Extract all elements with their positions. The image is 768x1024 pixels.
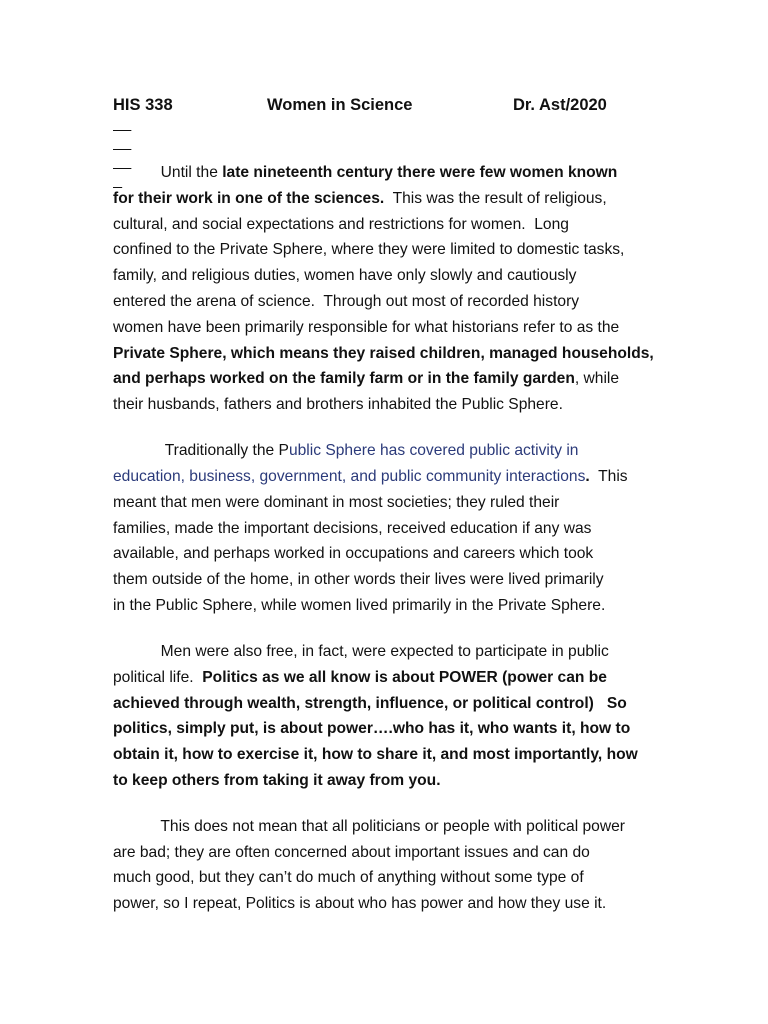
text-run: available, and perhaps worked in occupations and careers which took bbox=[113, 545, 594, 563]
text-line bbox=[113, 814, 653, 840]
text-run: Until the bbox=[113, 164, 223, 181]
course-code: HIS 338 bbox=[113, 96, 173, 114]
paragraph bbox=[113, 639, 653, 794]
text-line bbox=[113, 237, 653, 263]
text-line bbox=[113, 212, 653, 238]
text-run: This bbox=[589, 467, 628, 485]
paragraph bbox=[113, 160, 653, 418]
text-line bbox=[113, 392, 653, 418]
text-line bbox=[113, 691, 653, 717]
text-line bbox=[113, 567, 653, 593]
text-run: Traditionally the P bbox=[113, 442, 289, 460]
text-line bbox=[113, 716, 653, 742]
paragraph bbox=[113, 814, 653, 917]
document-title: Women in Science bbox=[267, 96, 413, 114]
text-run: , while bbox=[574, 370, 620, 388]
text-run: families, made the important decisions, received education if any was bbox=[113, 519, 592, 537]
text-run: political life. bbox=[113, 668, 203, 686]
text-line bbox=[113, 665, 653, 691]
instructor-year: Dr. Ast/2020 bbox=[513, 96, 607, 114]
text-run: them outside of the home, in other words their lives were lived primarily bbox=[113, 571, 604, 589]
text-line bbox=[113, 891, 653, 917]
text-run: to keep others from taking it away from you. bbox=[113, 771, 441, 789]
text-line bbox=[113, 464, 653, 490]
text-run: are bad; they are often concerned about important issues and can do bbox=[113, 843, 590, 861]
text-line bbox=[113, 742, 653, 768]
document-header bbox=[113, 96, 633, 120]
text-run: education, business, government, and public community interactions bbox=[113, 467, 586, 485]
text-run: politics, simply put, is about power….who has it, who wants it, how to bbox=[113, 720, 631, 738]
text-line bbox=[113, 516, 653, 542]
text-run: entered the arena of science. Through out most of recorded history bbox=[113, 292, 580, 310]
text-line bbox=[113, 315, 653, 341]
text-run: Private Sphere, which means they raised children, managed households, bbox=[113, 344, 654, 362]
text-line bbox=[113, 438, 653, 464]
text-run: their husbands, fathers and brothers inhabited the Public Sphere. bbox=[113, 396, 563, 414]
text-line bbox=[113, 366, 653, 392]
text-run: ublic Sphere has covered public activity in bbox=[288, 442, 579, 460]
text-run: confined to the Private Sphere, where they were limited to domestic tasks, bbox=[113, 241, 625, 259]
text-run: obtain it, how to exercise it, how to share it, and most importantly, how bbox=[113, 746, 638, 764]
text-run: This does not mean that all politicians or people with political power bbox=[113, 817, 625, 835]
text-run: late nineteenth century there were few women known bbox=[222, 164, 618, 181]
text-run: Men were also free, in fact, were expected to participate in public bbox=[113, 642, 609, 660]
text-line bbox=[113, 490, 653, 516]
text-run: This was the result of religious, bbox=[384, 189, 607, 207]
text-line bbox=[113, 541, 653, 567]
text-run: and perhaps worked on the family farm or in the family garden bbox=[113, 370, 575, 388]
text-line bbox=[113, 341, 653, 367]
text-line bbox=[113, 263, 653, 289]
paragraph bbox=[113, 438, 653, 619]
text-run: . bbox=[585, 467, 590, 485]
text-line bbox=[113, 865, 653, 891]
text-line bbox=[113, 186, 653, 212]
text-line bbox=[113, 593, 653, 619]
text-line bbox=[113, 289, 653, 315]
text-line bbox=[113, 639, 653, 665]
text-run: achieved through wealth, strength, influence, or political control) So bbox=[113, 694, 627, 712]
text-run: Politics as we all know is about POWER (power can be bbox=[202, 668, 607, 686]
text-run: in the Public Sphere, while women lived primarily in the Private Sphere. bbox=[113, 596, 606, 614]
text-run: cultural, and social expectations and restrictions for women. Long bbox=[113, 215, 569, 233]
text-run: meant that men were dominant in most societies; they ruled their bbox=[113, 493, 560, 511]
text-line bbox=[113, 840, 653, 866]
text-run: family, and religious duties, women have only slowly and cautiously bbox=[113, 267, 577, 285]
text-run: women have been primarily responsible for what historians refer to as the bbox=[113, 318, 620, 336]
document-body bbox=[113, 160, 653, 937]
text-line bbox=[113, 768, 653, 794]
text-run: for their work in one of the sciences. bbox=[113, 189, 385, 207]
text-run: power, so I repeat, Politics is about who has power and how they use it. bbox=[113, 895, 607, 913]
text-run: much good, but they can’t do much of anything without some type of bbox=[113, 869, 584, 887]
text-line bbox=[113, 160, 653, 186]
